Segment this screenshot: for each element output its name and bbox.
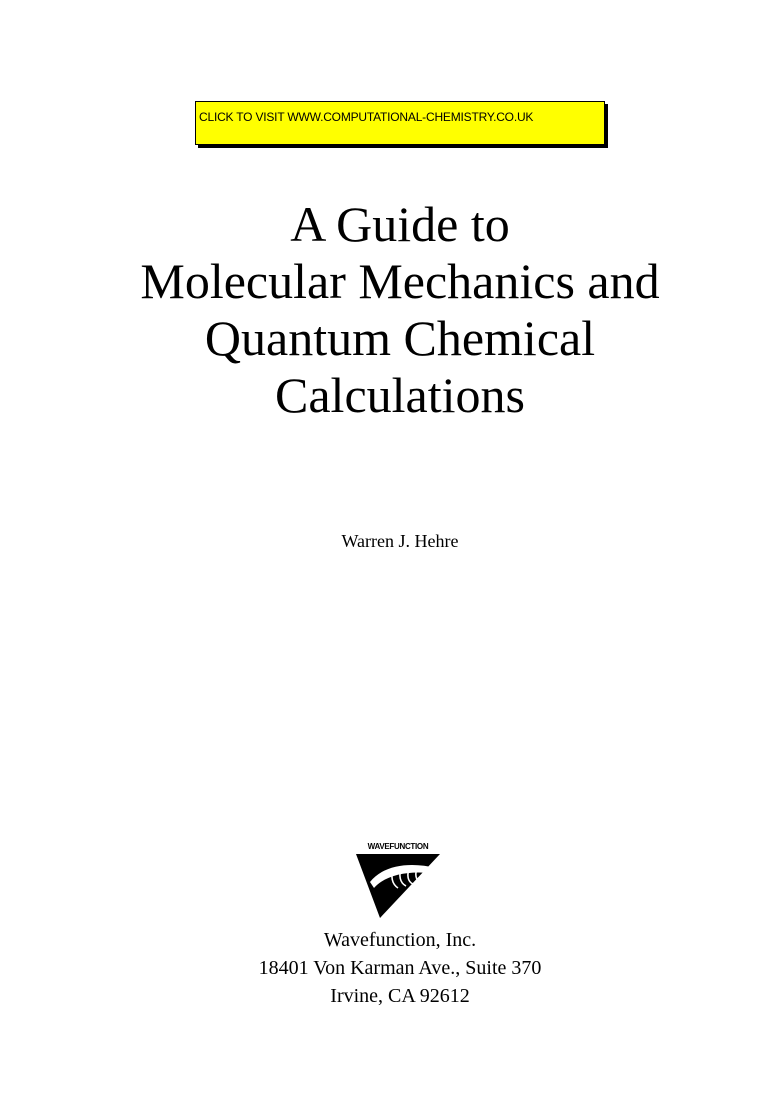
publisher-logo	[350, 842, 446, 920]
title-line: Calculations	[275, 367, 525, 423]
logo-wordmark: WAVEFUNCTION	[367, 842, 429, 851]
title-line: Quantum Chemical	[204, 310, 596, 366]
wavefunction-logo-icon	[350, 852, 446, 920]
publisher-city: Irvine, CA 92612	[330, 985, 470, 1007]
visit-website-link-text: CLICK TO VISIT WWW.COMPUTATIONAL-CHEMISTRY.CO.UK	[199, 110, 534, 124]
publisher-info	[0, 926, 768, 1010]
book-title	[0, 196, 768, 424]
title-line: Molecular Mechanics and	[140, 253, 660, 309]
publisher-name: Wavefunction, Inc.	[323, 929, 477, 951]
title-line: A Guide to	[290, 196, 510, 252]
publisher-address: 18401 Von Karman Ave., Suite 370	[258, 957, 542, 979]
author-name: Warren J. Hehre	[341, 531, 459, 551]
visit-website-link[interactable]	[195, 101, 605, 145]
